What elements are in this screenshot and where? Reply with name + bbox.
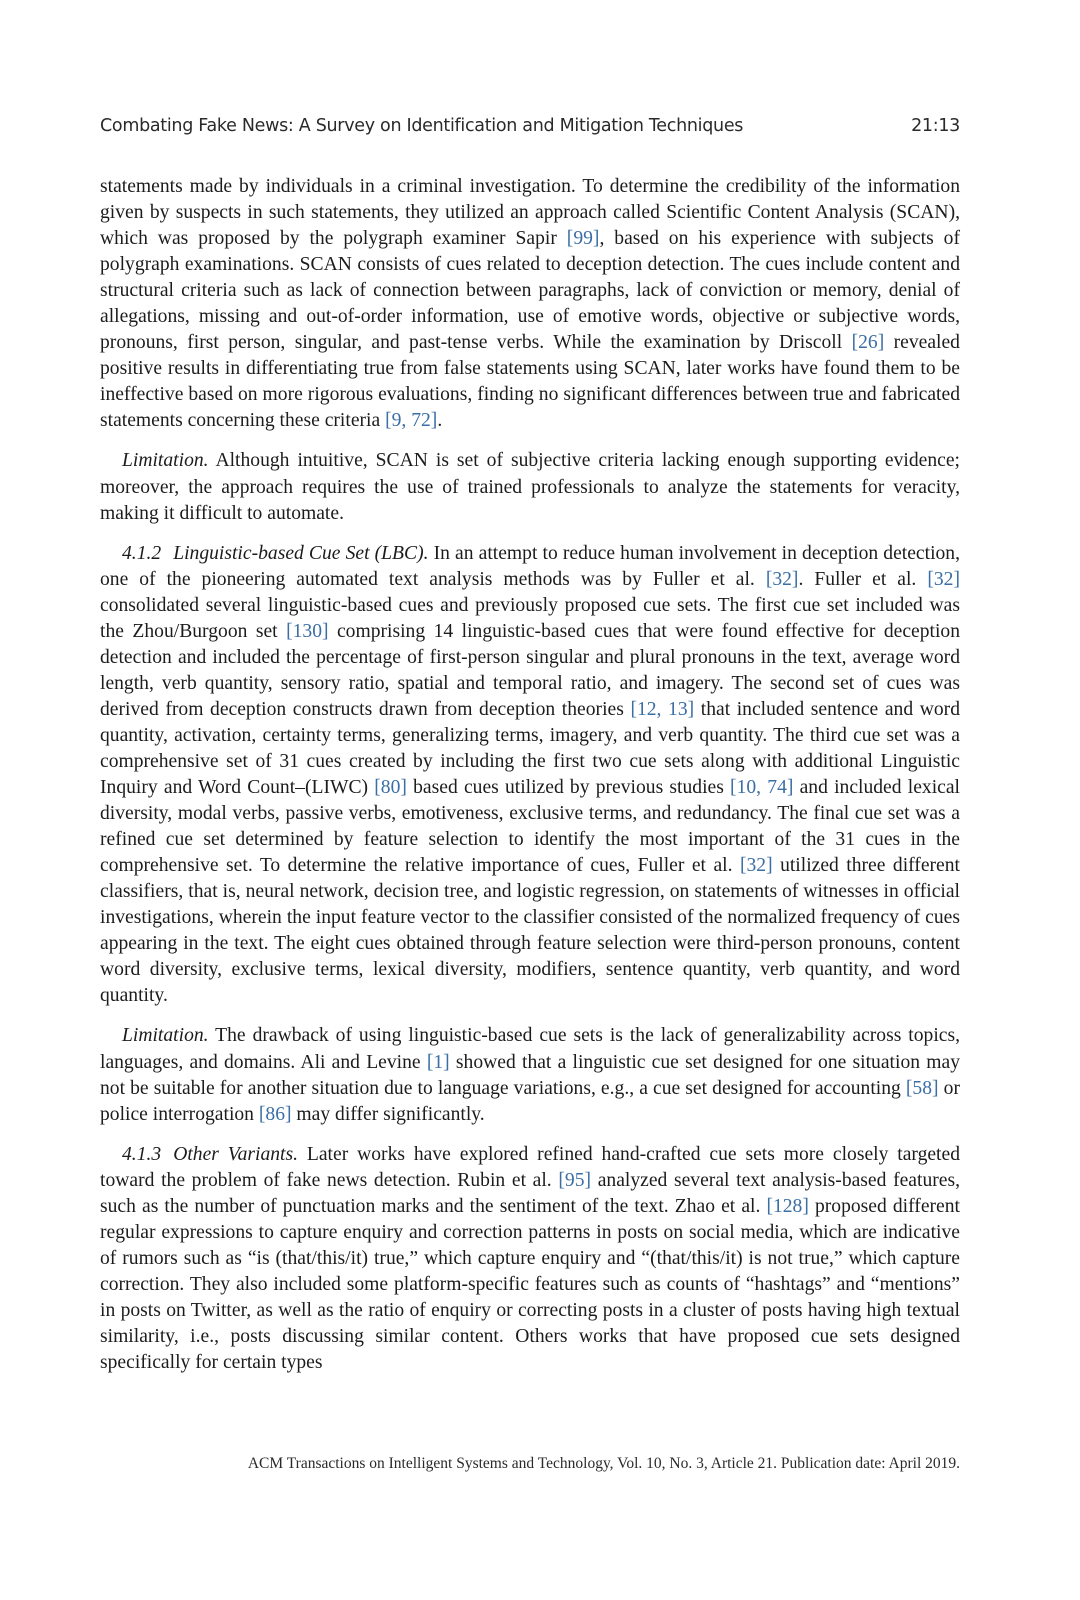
limitation-paragraph <box>100 1023 960 1127</box>
citation-link[interactable]: [32] <box>927 568 960 590</box>
text-run: . <box>437 410 443 432</box>
citation-link[interactable]: [128] <box>766 1195 809 1217</box>
paper-title: Combating Fake News: A Survey on Identification and Mitigation Techniques <box>100 116 744 136</box>
citation-link[interactable]: [9, 72] <box>385 410 438 432</box>
section-number: 4.1.3 <box>122 1143 162 1165</box>
section-paragraph <box>100 1142 960 1376</box>
text-run: revealed positive results in differentiating true from false statements using SCAN, later works have found them to be ineffective based on more rigorous evaluations, finding no significant differences between true and fabricated statements concerning these criteria <box>100 332 960 432</box>
body-text <box>100 174 960 1376</box>
text-run: showed that a linguistic cue set designed for one situation may not be suitable for another situation due to language variations, e.g., a cue set designed for accounting <box>100 1051 960 1099</box>
text-run: analyzed several text analysis-based features, such as the number of punctuation marks and the sentiment of the text. Zhao et al. <box>100 1169 960 1217</box>
text-run: , based on his experience with subjects of polygraph examinations. SCAN consists of cues related to deception detection. The cues include content and structural criteria such as lack of connection between paragraphs, lack of conviction or memory, denial of allegations, missing and out-of-order information, use of emotive words, objective or subjective words, pronouns, first person, singular, and past-tense verbs. While the examination by Driscoll <box>100 228 960 354</box>
paragraph <box>100 174 960 434</box>
page-number: 21:13 <box>911 116 960 136</box>
text-run: proposed different regular expressions to capture enquiry and correction patterns in posts on social media, which are indicative of rumors such as “is (that/this/it) true,” which capture enquiry and “(that/this/it) is not true,” which capture correction. They also included some platform-specific features such as counts of “hashtags” and “mentions” in posts on Twitter, as well as the ratio of enquiry or correcting posts in a cluster of posts having high textual similarity, i.e., posts discussing similar content. Others works that have proposed cue sets designed specifically for certain types <box>100 1195 960 1374</box>
citation-link[interactable]: [95] <box>558 1169 592 1191</box>
text-run: statements made by individuals in a criminal investigation. To determine the credibility of the information given by suspects in such statements, they utilized an approach called Scientific Content Analysis (SCAN), which was proposed by the polygraph examiner Sapir <box>100 176 960 250</box>
text-run: that included sentence and word quantity, activation, certainty terms, generalizing terms, imagery, and verb quantity. The third cue set was a comprehensive set of 31 cues created by including the first two cue sets along with additional Linguistic Inquiry and Word Count–(LIWC) <box>100 698 960 799</box>
paragraph-heading: Limitation. <box>122 1025 209 1047</box>
citation-link[interactable]: [32] <box>765 568 799 590</box>
running-header <box>100 116 960 136</box>
section-paragraph <box>100 541 960 1010</box>
text-run: and included lexical diversity, modal verbs, passive verbs, emotiveness, exclusive terms, and redundancy. The final cue set was a refined cue set determined by feature selection to identify the most important of the 31 cues in the comprehensive set. To determine the relative importance of cues, Fuller et al. <box>100 777 960 877</box>
limitation-paragraph <box>100 448 960 526</box>
text-run: comprising 14 linguistic-based cues that were found effective for deception detection and included the percentage of first-person singular and plural pronouns in the text, average word length, verb quantity, sensory ratio, spatial and temporal ratio, and imagery. The second set of cues was derived from deception constructs drawn from deception theories <box>100 620 960 720</box>
citation-link[interactable]: [12, 13] <box>630 698 695 720</box>
citation-link[interactable]: [86] <box>258 1103 292 1125</box>
text-run: consolidated several linguistic-based cues and previously proposed cue sets. The first cue set included was the Zhou/Burgoon set <box>100 594 960 642</box>
text-run: may differ significantly. <box>291 1103 485 1125</box>
citation-link[interactable]: [32] <box>739 855 773 877</box>
text-run: based cues utilized by previous studies <box>406 777 731 799</box>
citation-link[interactable]: [10, 74] <box>730 777 794 799</box>
text-run: In an attempt to reduce human involvement in deception detection, one of the pioneering automated text analysis methods was by Fuller et al. <box>100 542 960 590</box>
section-number: 4.1.2 <box>122 542 162 564</box>
journal-footer: ACM Transactions on Intelligent Systems and Technology, Vol. 10, No. 3, Article 21. Publication date: April 2019. <box>247 1455 960 1472</box>
citation-link[interactable]: [130] <box>286 620 329 642</box>
paragraph-heading: Limitation. <box>122 450 209 472</box>
citation-link[interactable]: [1] <box>426 1051 450 1073</box>
citation-link[interactable]: [58] <box>905 1077 939 1099</box>
citation-link[interactable]: [26] <box>851 332 885 354</box>
text-run: . Fuller et al. <box>798 568 928 590</box>
citation-link[interactable]: [99] <box>566 228 600 250</box>
section-title: Linguistic-based Cue Set (LBC). <box>173 542 429 564</box>
section-title: Other Variants. <box>173 1143 299 1165</box>
text-run: utilized three different classifiers, that is, neural network, decision tree, and logistic regression, on statements of witnesses in official investigations, wherein the input feature vector to the classifier consisted of the normalized frequency of cues appearing in the text. The eight cues obtained through feature selection were third-person pronouns, content word diversity, exclusive terms, lexical diversity, modifiers, sentence quantity, verb quantity, and word quantity. <box>100 855 960 1007</box>
text-run: Although intuitive, SCAN is set of subjective criteria lacking enough supporting evidence; moreover, the approach requires the use of trained professionals to analyze the statements for veracity, making it difficult to automate. <box>100 450 960 524</box>
text-run: or police interrogation <box>100 1077 960 1125</box>
text-run: The drawback of using linguistic-based cue sets is the lack of generalizability across topics, languages, and domains. Ali and Levine <box>100 1025 960 1073</box>
text-run: Later works have explored refined hand-crafted cue sets more closely targeted toward the problem of fake news detection. Rubin et al. <box>100 1143 960 1191</box>
citation-link[interactable]: [80] <box>374 777 407 799</box>
